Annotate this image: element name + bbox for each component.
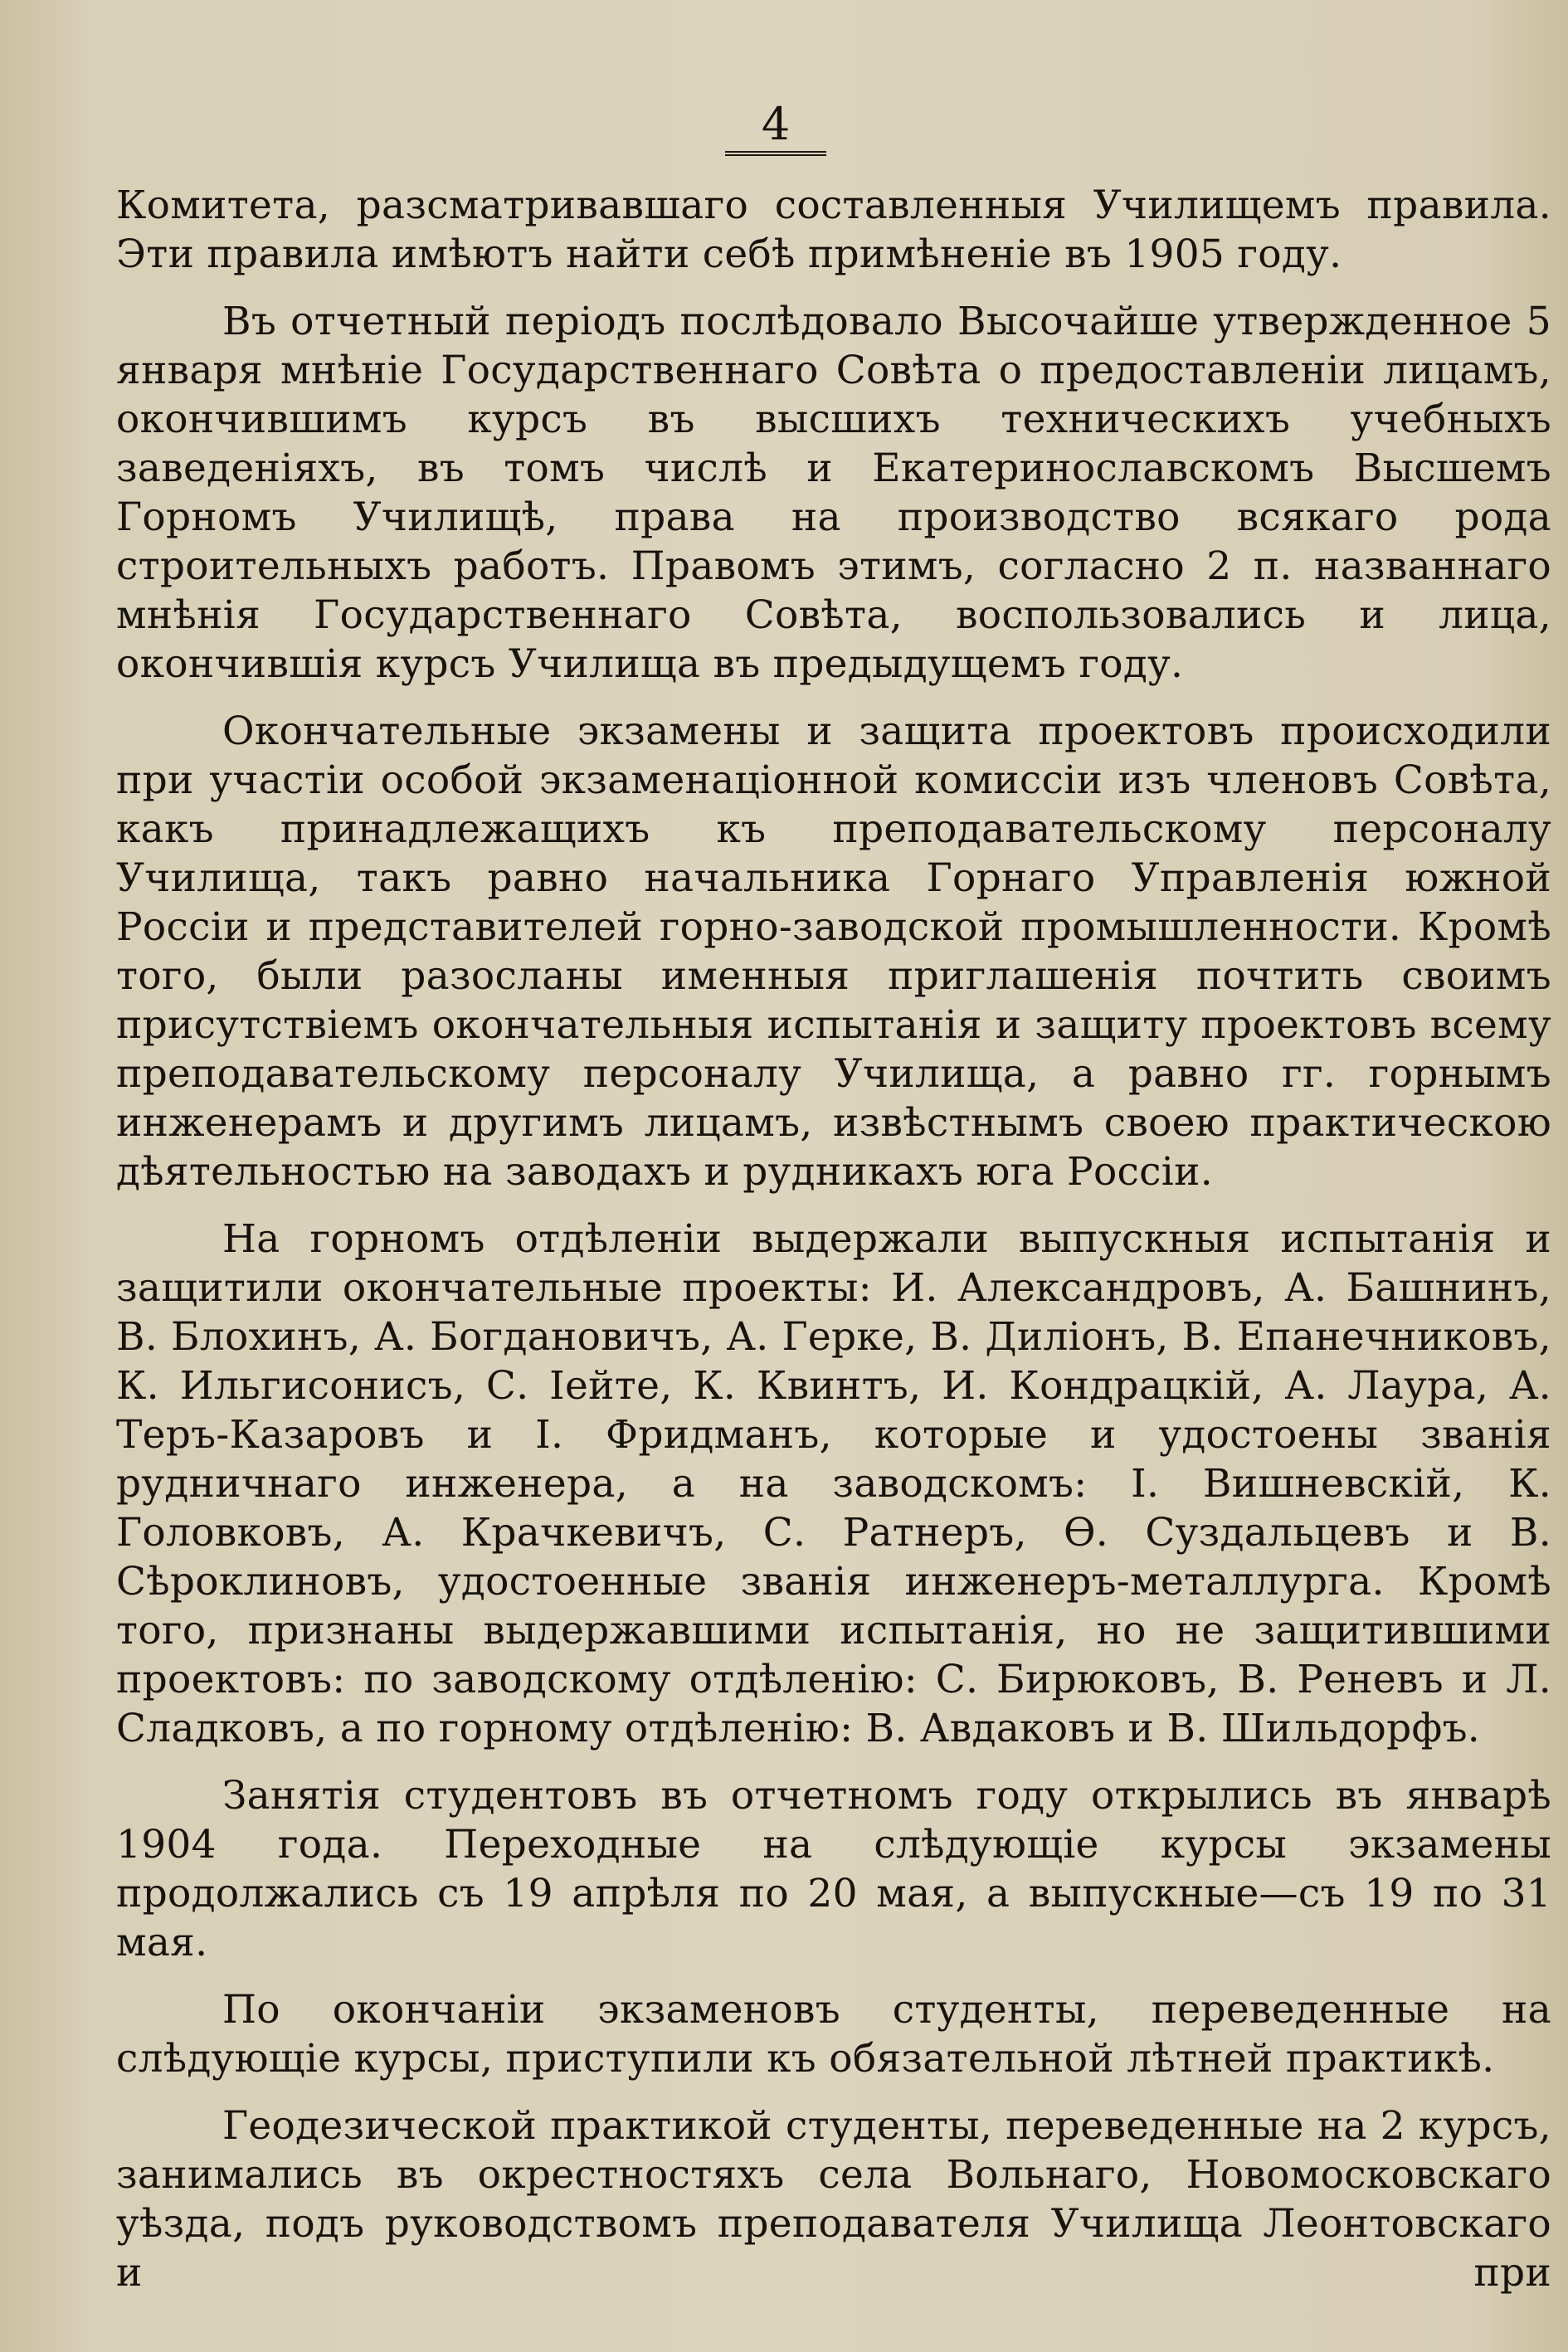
paragraph-classes-schedule: Занятія студентовъ въ отчетномъ году открылись въ январѣ 1904 года. Переходные на слѣдующіе курсы экзамены продолжались съ 19 апрѣля по 20 мая, а выпускные—съ 19 по 31 мая. (116, 1773, 1551, 1965)
page-header (58, 100, 1493, 156)
page-number: 4 (725, 100, 826, 156)
paragraph-geodesic-practice: Геодезической практикой студенты, переведенные на 2 курсъ, занимались въ окрестностяхъ села Вольнаго, Новомосковскаго уѣзда, подъ руководствомъ преподавателя Училища Леонтовскаго и при (116, 2103, 1551, 2296)
body-text (116, 181, 1551, 2297)
paragraph-graduates: На горномъ отдѣленіи выдержали выпускныя испытанія и защитили окончательные проекты: И. Александровъ, А. Башнинъ, В. Блохинъ, А. Богдановичъ, А. Герке, В. Диліонъ, В. Епанечниковъ, К. Ильгисонисъ, С. Іейте, К. Квинтъ, И. Кондрацкій, А. Лаура, А. Теръ-Казаровъ и І. Фридманъ, которые и удостоены званія рудничнаго инженера, а на заводскомъ: І. Вишневскій, К. Головковъ, А. Крачкевичъ, С. Ратнеръ, Ѳ. Суздальцевъ и В. Сѣроклиновъ, удостоенные званія инженеръ-металлурга. Кромѣ того, признаны выдержавшими испытанія, но не защитившими проектовъ: по заводскому отдѣленію: С. Бирюковъ, В. Реневъ и Л. Сладковъ, а по горному отдѣленію: В. Авдаковъ и В. Шильдорфъ. (116, 1216, 1551, 1751)
paragraph-final-exams: Окончательные экзамены и защита проектовъ происходили при участіи особой экзаменаціонной комиссіи изъ членовъ Совѣта, какъ принадлежащихъ къ преподавательскому персоналу Училища, такъ равно начальника Горнаго Управленія южной Россіи и представителей горно-заводской промышленности. Кромѣ того, были разосланы именныя приглашенія почтить своимъ присутствіемъ окончательныя испытанія и защиту проектовъ всему преподавательскому персоналу Училища, а равно гг. горнымъ инженерамъ и другимъ лицамъ, извѣстнымъ своею практическою дѣятельностью на заводахъ и рудникахъ юга Россіи. (116, 709, 1551, 1195)
paragraph-construction-rights: Въ отчетный періодъ послѣдовало Высочайше утвержденное 5 января мнѣніе Государственнаго Совѣта о предоставленіи лицамъ, окончившимъ курсъ въ высшихъ техническихъ учебныхъ заведеніяхъ, въ томъ числѣ и Екатеринославскомъ Высшемъ Горномъ Училищѣ, права на производство всякаго рода строительныхъ работъ. Правомъ этимъ, согласно 2 п. названнаго мнѣнія Государственнаго Совѣта, воспользовались и лица, окончившія курсъ Училища въ предыдущемъ году. (116, 299, 1551, 687)
paragraph-continuation: Комитета, разсматривавшаго составленныя Училищемъ правила. Эти правила имѣютъ найти себѣ примѣненіе въ 1905 году. (116, 183, 1551, 277)
paragraph-summer-practice: По окончаніи экзаменовъ студенты, переведенные на слѣдующіе курсы, приступили къ обязательной лѣтней практикѣ. (116, 1987, 1551, 2082)
